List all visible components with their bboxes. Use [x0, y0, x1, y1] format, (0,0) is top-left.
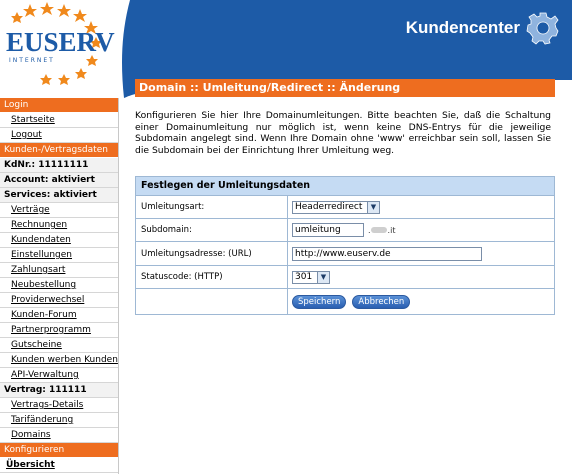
form-title: Festlegen der Umleitungsdaten [136, 177, 554, 196]
url-input[interactable]: http://www.euserv.de [292, 247, 482, 261]
sidebar-item-vertraege[interactable]: Verträge [0, 203, 118, 218]
sidebar-item-providerwechsel[interactable]: Providerwechsel [0, 293, 118, 308]
chevron-down-icon[interactable]: ▼ [317, 272, 329, 283]
form-row-subdomain [136, 219, 554, 242]
logo-text: EUSERV [6, 27, 115, 57]
form-row-url [136, 242, 554, 266]
redirect-form [135, 176, 555, 315]
sidebar-item-kunden-werben-kunden[interactable]: Kunden werben Kunden [0, 353, 118, 368]
subdomain-tld: .it [387, 225, 396, 235]
sidebar-info-services: Services: aktiviert [0, 188, 118, 203]
form-row-status [136, 266, 554, 289]
status-label: Statuscode: (HTTP) [136, 266, 288, 288]
status-code-value: 301 [295, 272, 313, 282]
sidebar-item-vertrags-details[interactable]: Vertrags-Details [0, 398, 118, 413]
sidebar-info-kundennummer: KdNr.: 11111111 [0, 158, 118, 173]
sidebar-item-domains[interactable]: Domains [0, 428, 118, 443]
subdomain-label: Subdomain: [136, 219, 288, 241]
redirect-type-value: Headerredirect [295, 202, 363, 212]
intro-text: Konfigurieren Sie hier Ihre Domainumleitungen. Bitte beachten Sie, daß die Schaltung einer Domainumleitung nur möglich ist, wenn keine DNS-Entrys für die jeweilige Subdomain angelegt sind. Wenn Ihre Domain ohne 'www' erreichbar sein soll, lassen Sie die Subdomain bei der Einrichtung Ihrer Umleitung weg. [135, 110, 551, 156]
domain-obscured [371, 227, 387, 233]
status-code-select[interactable] [292, 271, 330, 284]
form-row-redirect-type [136, 196, 554, 219]
sidebar-item-neubestellung[interactable]: Neubestellung [0, 278, 118, 293]
form-row-actions [136, 289, 554, 314]
sidebar-info-vertrag: Vertrag: 111111 [0, 383, 118, 398]
sidebar-item-zahlungsart[interactable]: Zahlungsart [0, 263, 118, 278]
url-label: Umleitungsadresse: (URL) [136, 242, 288, 265]
sidebar-item-einstellungen[interactable]: Einstellungen [0, 248, 118, 263]
sidebar-item-api-verwaltung[interactable]: API-Verwaltung [0, 368, 118, 383]
redirect-type-select[interactable] [292, 201, 380, 214]
page-title: Domain :: Umleitung/Redirect :: Änderung [135, 79, 555, 97]
sidebar-item-logout[interactable]: Logout [0, 128, 118, 143]
sidebar-section-konfigurieren: Konfigurieren [0, 443, 118, 458]
subdomain-dot: . [368, 225, 371, 235]
sidebar-nav [0, 98, 119, 474]
sidebar-info-account: Account: aktiviert [0, 173, 118, 188]
cancel-button[interactable]: Abbrechen [352, 295, 410, 309]
sidebar-item-uebersicht[interactable]: Übersicht [0, 458, 118, 473]
sidebar-item-kundendaten[interactable]: Kundendaten [0, 233, 118, 248]
sidebar-item-tarifaenderung[interactable]: Tarifänderung [0, 413, 118, 428]
subdomain-input[interactable]: umleitung [292, 223, 364, 237]
euserv-logo[interactable] [0, 0, 120, 98]
sidebar-item-partnerprogramm[interactable]: Partnerprogramm [0, 323, 118, 338]
header-title-area [406, 10, 560, 46]
redirect-type-label: Umleitungsart: [136, 196, 288, 218]
sidebar-item-rechnungen[interactable]: Rechnungen [0, 218, 118, 233]
header-title: Kundencenter [405, 18, 520, 37]
sidebar-section-login: Login [0, 98, 118, 113]
actions-spacer [136, 289, 288, 314]
sidebar-section-kundendaten: Kunden-/Vertragsdaten [0, 143, 118, 158]
save-button[interactable]: Speichern [292, 295, 346, 309]
sidebar-item-startseite[interactable]: Startseite [0, 113, 118, 128]
sidebar-item-gutscheine[interactable]: Gutscheine [0, 338, 118, 353]
chevron-down-icon[interactable]: ▼ [367, 202, 379, 213]
gear-icon [526, 11, 560, 45]
logo-subtext: INTERNET [9, 57, 55, 64]
main-content [135, 79, 555, 307]
sidebar-item-kunden-forum[interactable]: Kunden-Forum [0, 308, 118, 323]
